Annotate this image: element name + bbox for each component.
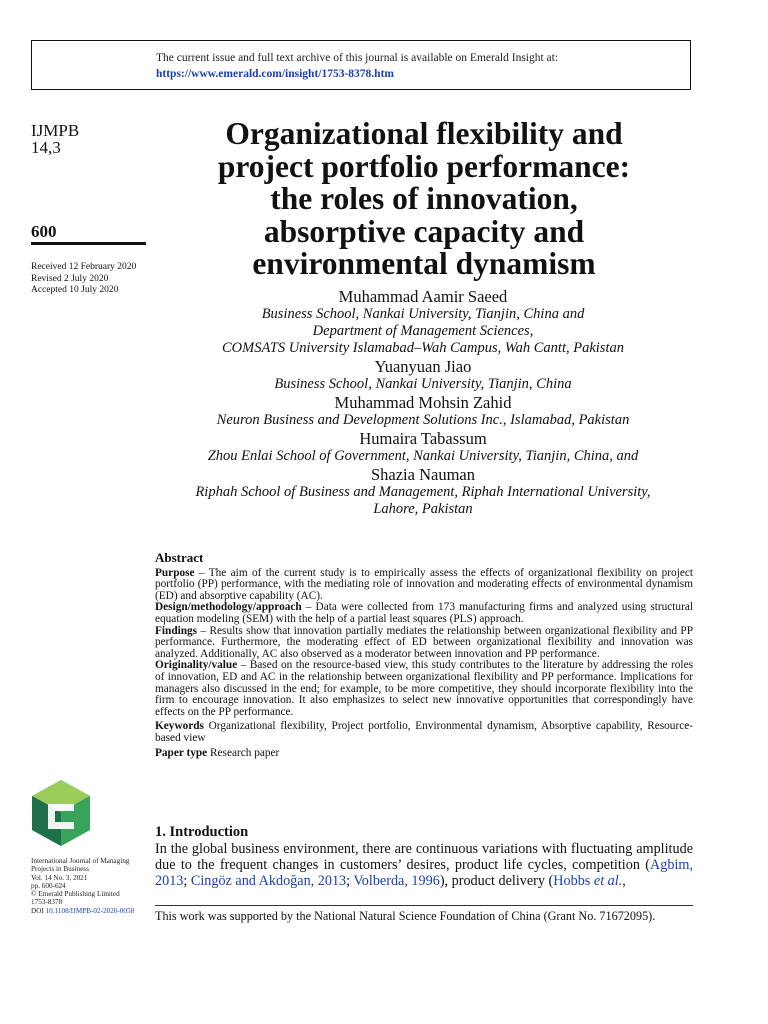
journal-url-link[interactable]: https://www.emerald.com/insight/1753-8378.htm	[156, 68, 394, 80]
intro-text: ,	[622, 873, 626, 889]
intro-text: ), product delivery (	[439, 873, 554, 889]
originality-label: Originality/value	[155, 659, 238, 672]
author-name: Muhammad Mohsin Zahid	[334, 393, 512, 412]
abstract-section	[155, 552, 693, 759]
volume-issue: 14,3	[31, 138, 61, 157]
introduction-section	[155, 824, 693, 889]
design-text: – Data were collected from 173 manufacturing firms and analyzed using structural equation modeling (SEM) with the help of a partial least squares (PLS) approach.	[155, 601, 693, 625]
citation-link[interactable]: Agbim, 2013	[155, 857, 693, 889]
paper-type-label: Paper type	[155, 746, 208, 759]
journal-info-line: Projects in Business	[31, 865, 89, 874]
journal-info-line: International Journal of Managing	[31, 857, 130, 865]
title-line: Organizational flexibility and	[225, 116, 623, 151]
title-line: project portfolio performance:	[217, 148, 631, 184]
author-affiliation: Business School, Nankai University, Tianjin, China and	[261, 306, 585, 322]
author-list	[155, 287, 691, 518]
keywords-label: Keywords	[155, 720, 204, 733]
title-line: environmental dynamism	[252, 246, 596, 281]
author-affiliation: Riphah School of Business and Management, Riphah International University,	[195, 484, 651, 500]
citation-separator: ;	[183, 873, 191, 889]
keywords	[155, 721, 693, 744]
purpose-text: – The aim of the current study is to empirically assess the effects of organizational flexibility on project portfolio (PP) performance, with the mediating role of innovation and moderating effects of environmental dynamism (ED) and absorptive capability (AC).	[155, 566, 693, 602]
citation-link[interactable]: Volberda, 1996	[353, 873, 440, 889]
design-label: Design/methodology/approach	[155, 601, 302, 614]
purpose-label: Purpose	[155, 566, 195, 579]
abstract-purpose	[155, 568, 693, 603]
author-name: Shazia Nauman	[370, 465, 475, 484]
doi-link[interactable]: 10.1108/IJMPB-02-2020-0058	[45, 906, 135, 915]
intro-paragraph	[155, 841, 693, 889]
access-banner	[31, 40, 691, 90]
abstract-design	[155, 602, 693, 625]
footnote-divider	[155, 905, 693, 906]
author-name: Muhammad Aamir Saeed	[338, 287, 508, 306]
doi-line	[31, 907, 151, 915]
keywords-text: Organizational flexibility, Project portfolio, Environmental dynamism, Absorptive capability, Resource-based view	[155, 720, 693, 744]
received-date: Received 12 February 2020	[31, 262, 137, 272]
author-affiliation: Business School, Nankai University, Tianjin, China	[274, 376, 572, 392]
journal-abbreviation: IJMPB	[31, 121, 80, 140]
section-heading: 1. Introduction	[155, 824, 249, 840]
doi-label: DOI	[31, 906, 44, 915]
author-name: Humaira Tabassum	[359, 429, 487, 448]
author-affiliation: Zhou Enlai School of Government, Nankai University, Tianjin, China, and	[207, 448, 639, 464]
abstract-findings	[155, 626, 693, 661]
publisher-logo-icon	[30, 778, 92, 848]
article-title	[180, 118, 668, 281]
author-affiliation: COMSATS University Islamabad–Wah Campus, Wah Cantt, Pakistan	[222, 340, 624, 356]
revised-date: Revised 2 July 2020	[31, 273, 109, 284]
citation-link[interactable]	[553, 873, 622, 889]
page-number-rule	[31, 242, 146, 245]
funding-footnote: This work was supported by the National Natural Science Foundation of China (Grant No. 71672095).	[155, 909, 656, 923]
paper-type-text: Research paper	[207, 746, 280, 759]
title-line: absorptive capacity and	[263, 213, 585, 249]
accepted-date: Accepted 10 July 2020	[31, 285, 119, 295]
author-affiliation: Neuron Business and Development Solutions Inc., Islamabad, Pakistan	[216, 412, 630, 428]
journal-info-line: pp. 600-624	[31, 881, 66, 890]
author-affiliation: Department of Management Sciences,	[312, 323, 534, 339]
journal-info-line: © Emerald Publishing Limited	[31, 890, 120, 899]
findings-text: – Results show that innovation partially mediates the relationship between organizational flexibility and PP performance. Furthermore, the moderating effect of ED between organizational flexibility and innovation was analyzed. Additionally, AC also observed as a moderator between innovation and PP performance.	[155, 624, 693, 660]
journal-info	[31, 857, 151, 915]
title-line: the roles of innovation,	[270, 181, 578, 216]
findings-label: Findings	[155, 624, 198, 637]
banner-text: The current issue and full text archive of this journal is available on Emerald Insight at:	[156, 52, 559, 64]
paper-type	[155, 748, 693, 760]
abstract-originality	[155, 660, 693, 718]
page-number: 600	[31, 222, 57, 241]
citation-etal: et al.	[593, 873, 623, 889]
journal-info-line: 1753-8378	[31, 898, 63, 907]
author-affiliation: Lahore, Pakistan	[373, 501, 473, 517]
citation-author: Hobbs	[553, 873, 594, 889]
journal-info-line: Vol. 14 No. 3, 2021	[31, 873, 88, 882]
originality-text: – Based on the resource-based view, this study contributes to the literature by addressing the roles of innovation, ED and AC in the relationship between organizational flexibility and PP performance. Implications for managers also discussed in the end; for example, to be more competitive, they should incorporate flexibility into the firm to encourage innovation. It also emphasizes to select new innovative opportunities that correspondingly have effects on the PP performance.	[155, 659, 693, 718]
citation-separator: ;	[346, 873, 354, 889]
citation-link[interactable]: Cingöz and Akdoğan, 2013	[190, 873, 347, 889]
intro-text: In the global business environment, there are continuous variations with fluctuating amplitude due to the frequent changes in customers’ desires, product life cycles, competition (	[155, 841, 693, 873]
history-dates	[31, 262, 161, 297]
abstract-heading: Abstract	[155, 550, 204, 565]
author-name: Yuanyuan Jiao	[374, 357, 472, 376]
